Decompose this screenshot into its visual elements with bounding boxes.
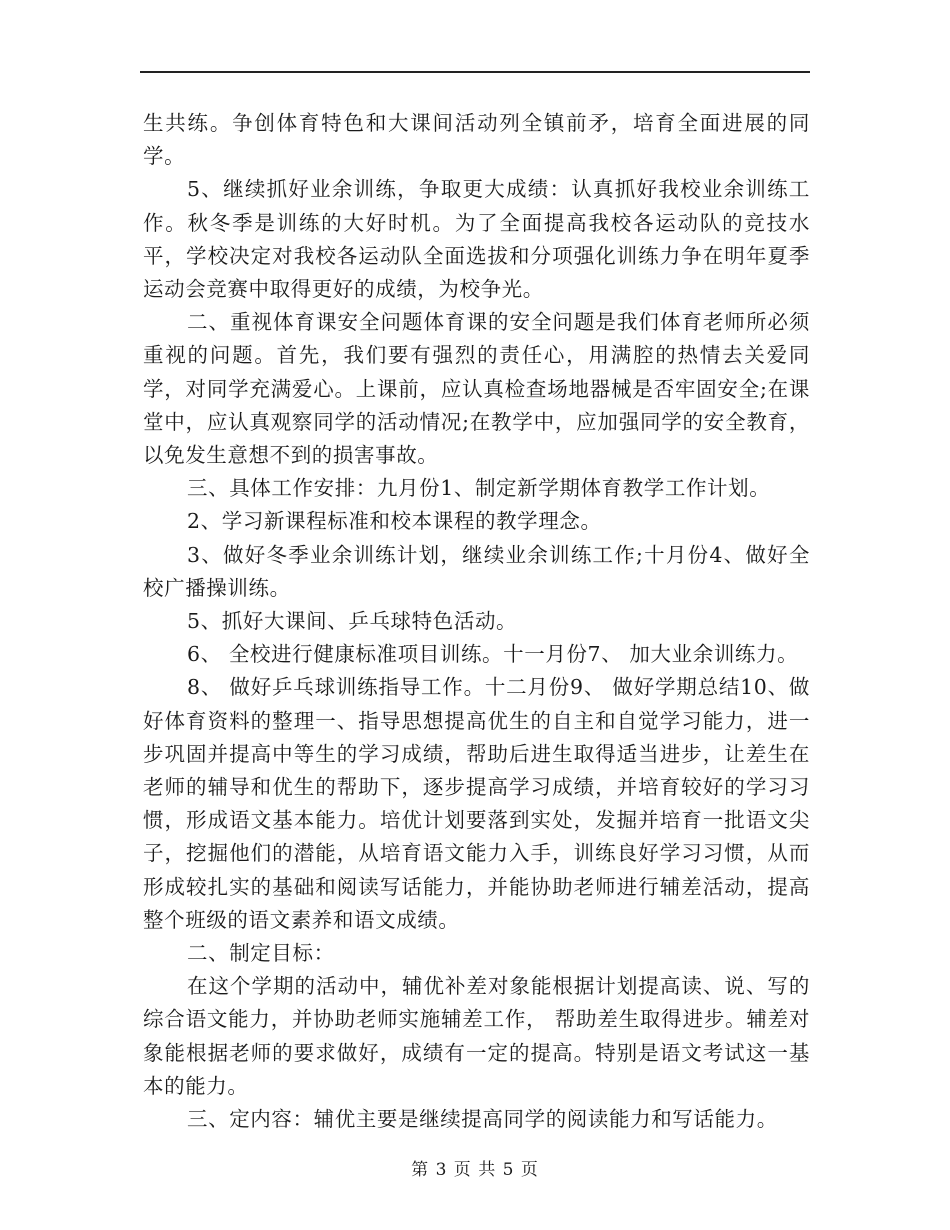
header-rule (140, 71, 810, 73)
paragraph: 二、制定目标： (187, 941, 335, 966)
page-number: 第 3 页 共 5 页 (411, 1160, 539, 1180)
paragraph: 三、具体工作安排：九月份1、制定新学期体育教学工作计划。 (187, 476, 771, 501)
paragraph: 8、 做好乒乓球训练指导工作。十二月份9、 做好学期总结10、做好体育资料的整理一、指导思想提高优生的自主和自觉学习能力，进一步巩固并提高中等生的学习成绩，帮助后进生取得适当进步，让差生在老师的辅导和优生的帮助下，逐步提高学习成绩，并培育较好的学习习惯，形成语文基本能力。培优计划要落到实处，发掘并培育一批语文尖子，挖掘他们的潜能，从培育语文能力入手，训练良好学习习惯，从而形成较扎实的基础和阅读写话能力，并能协助老师进行辅差活动，提高整个班级的语文素养和语文成绩。 (143, 675, 810, 932)
paragraph: 三、定内容：辅优主要是继续提高同学的阅读能力和写话能力。 (187, 1107, 778, 1132)
paragraph: 6、 全校进行健康标准项目训练。十一月份7、 加大业余训练力。 (187, 642, 799, 667)
paragraph: 5、抓好大课间、乒乓球特色活动。 (187, 609, 518, 634)
document-body (143, 107, 810, 1136)
paragraph: 二、重视体育课安全问题体育课的安全问题是我们体育老师所必须重视的问题。首先，我们要有强烈的责任心，用满腔的热情去关爱同学，对同学充满爱心。上课前，应认真检查场地器械是否牢固安全;在课堂中，应认真观察同学的活动情况;在教学中，应加强同学的安全教育，以免发生意想不到的损害事故。 (143, 310, 810, 468)
paragraph: 在这个学期的活动中，辅优补差对象能根据计划提高读、说、写的综合语文能力，并协助老师实施辅差工作， 帮助差生取得进步。辅差对象能根据老师的要求做好，成绩有一定的提高。特别是语文考试这一基本的能力。 (143, 974, 810, 1098)
paragraph: 2、学习新课程标准和校本课程的教学理念。 (187, 509, 602, 534)
paragraph: 3、做好冬季业余训练计划，继续业余训练工作;十月份4、做好全校广播操训练。 (143, 542, 810, 600)
paragraph: 5、继续抓好业余训练，争取更大成绩：认真抓好我校业余训练工作。秋冬季是训练的大好时机。为了全面提高我校各运动队的竞技水平，学校决定对我校各运动队全面选拔和分项强化训练力争在明年夏季运动会竞赛中取得更好的成绩，为校争光。 (143, 177, 810, 302)
paragraph: 生共练。争创体育特色和大课间活动列全镇前矛，培育全面进展的同学。 (143, 111, 810, 169)
